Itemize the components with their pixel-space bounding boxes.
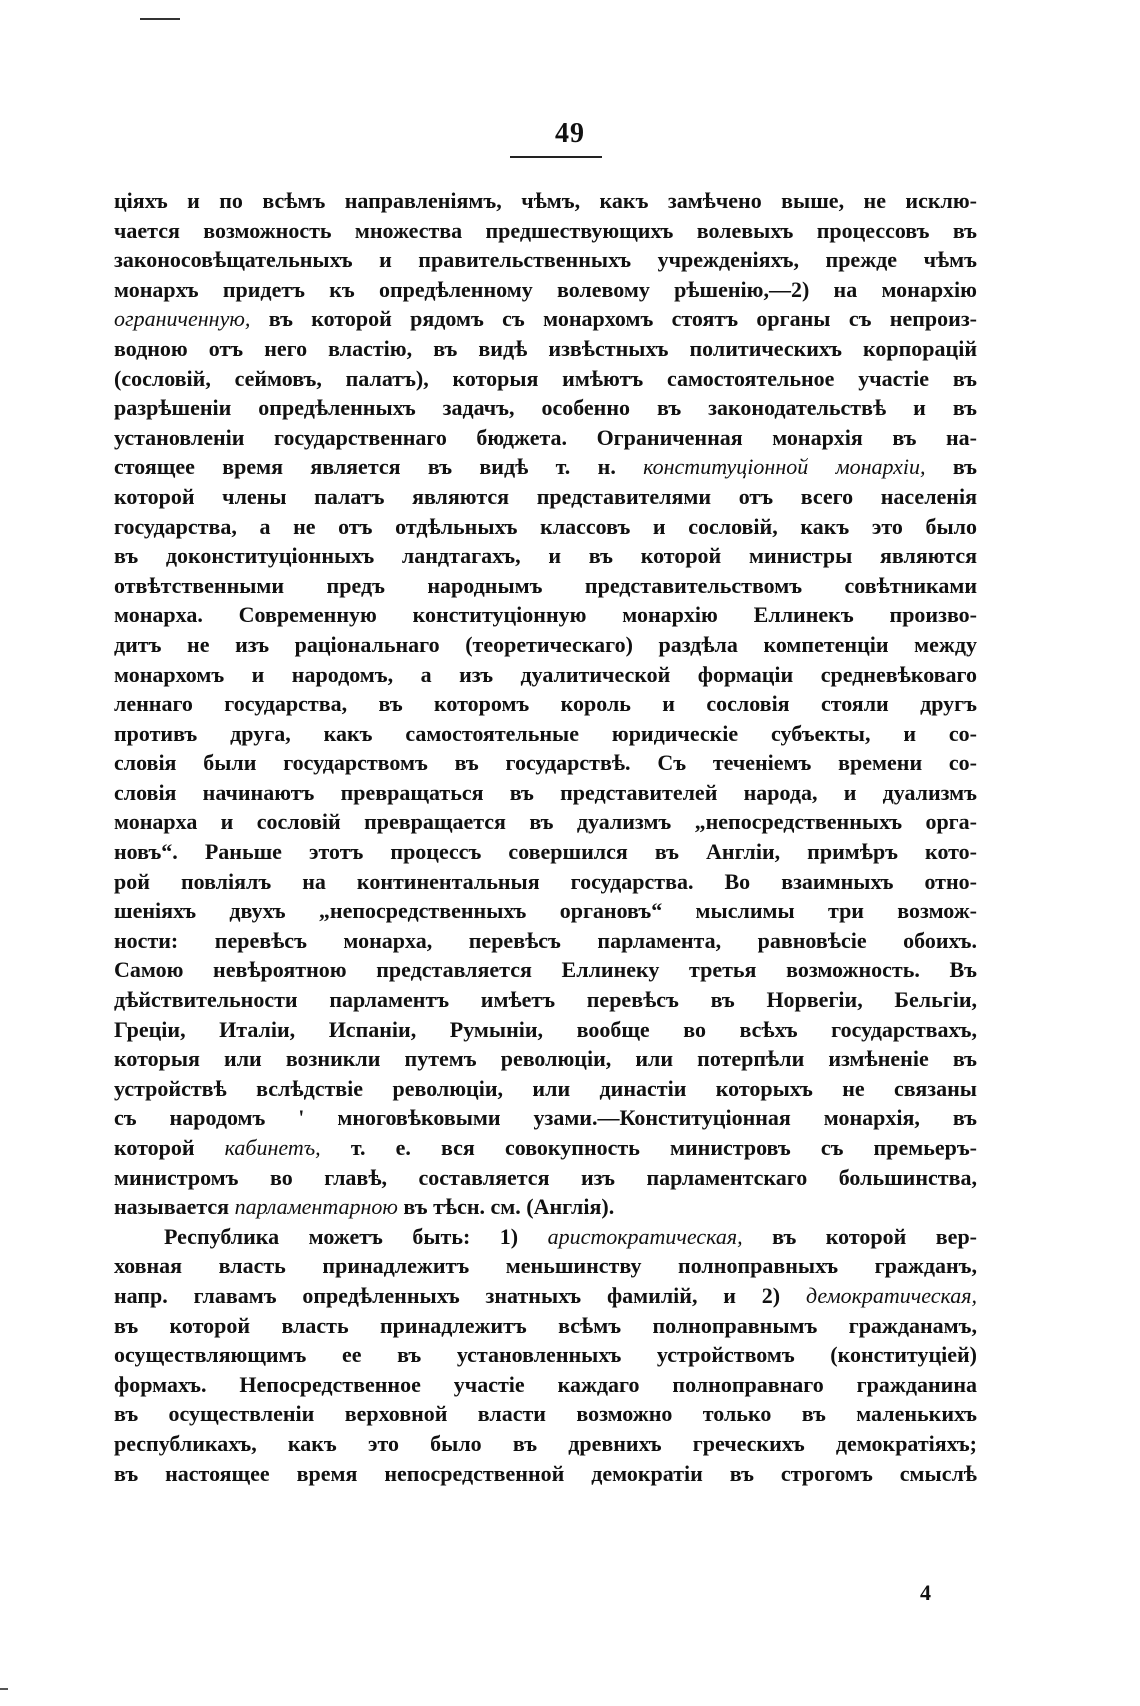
edge-mark — [0, 1688, 8, 1690]
text-line: разрѣшеніи опредѣленныхъ задачъ, особенно въ законодательствѣ и въ — [114, 395, 977, 421]
text-line: напр. главамъ опредѣленныхъ знатныхъ фамилій, и 2) демократическая, — [114, 1282, 977, 1308]
text-line: въ настоящее время непосредственной демократіи въ строгомъ смыслѣ — [114, 1460, 977, 1486]
text-line: (сословій, сеймовъ, палатъ), которыя имѣютъ самостоятельное участіе въ — [114, 365, 977, 391]
text-line: рой повліялъ на континентальныя государства. Во взаимныхъ отно- — [114, 868, 977, 894]
text-line: стоящее время является въ видѣ т. н. конституціонной монархіи, въ — [114, 454, 977, 480]
text-line: осуществляющимъ ее въ установленныхъ устройствомъ (конституціей) — [114, 1342, 977, 1368]
page-number: 49 — [555, 118, 585, 149]
text-line: ціяхъ и по всѣмъ направленіямъ, чѣмъ, какъ замѣчено выше, не исклю- — [114, 188, 977, 213]
text-line: дитъ не изъ раціональнаго (теоретическаго) раздѣла компетенціи между — [114, 631, 977, 657]
text-line: въ доконституціонныхъ ландтагахъ, и въ которой министры являются — [114, 543, 977, 569]
text-line: ховная власть принадлежитъ меньшинству полноправныхъ гражданъ, — [114, 1253, 977, 1279]
text-line: дѣйствительности парламентъ имѣетъ перевѣсъ въ Норвегіи, Бельгіи, — [114, 987, 977, 1013]
text-line: леннаго государства, въ которомъ король и сословія стояли другъ — [114, 691, 977, 717]
text-line: противъ друга, какъ самостоятельные юридическіе субъекты, и со- — [114, 720, 977, 746]
text-line: водною отъ него властію, въ видѣ извѣстныхъ политическихъ корпорацій — [114, 335, 977, 361]
text-line: установленіи государственнаго бюджета. Ограниченная монархія въ на- — [114, 424, 977, 450]
text-line: формахъ. Непосредственное участіе каждаго полноправнаго гражданина — [114, 1371, 977, 1397]
text-line: которой члены палатъ являются представителями отъ всего населенія — [114, 483, 977, 509]
text-line: въ которой власть принадлежитъ всѣмъ полноправнымъ гражданамъ, — [114, 1312, 977, 1338]
text-line: шеніяхъ двухъ „непосредственныхъ органовъ“ мыслимы три возмож- — [114, 898, 977, 924]
text-line: устройствѣ вслѣдствіе революціи, или династіи которыхъ не связаны — [114, 1075, 977, 1101]
text-line: монархъ придетъ къ опредѣленному волевому рѣшенію,—2) на монархію — [114, 276, 977, 302]
text-line: отвѣтственными предъ народнымъ представительствомъ совѣтниками — [114, 572, 977, 598]
italic-term: конституціонной монархіи, — [643, 454, 926, 480]
italic-term: кабинетъ, — [224, 1135, 321, 1160]
italic-term: демократическая, — [805, 1282, 977, 1308]
italic-term: ограниченную, — [114, 306, 251, 332]
text-line: министромъ во главѣ, составляется изъ парламентскаго большинства, — [114, 1164, 977, 1190]
top-edge-rule — [140, 18, 180, 20]
page-number-rule — [510, 156, 602, 158]
body-text — [114, 186, 977, 1488]
text-line: словія начинаютъ превращаться въ представителей народа, и дуализмъ — [114, 779, 977, 805]
text-line: монарха и сословій превращается въ дуализмъ „непосредственныхъ орга- — [114, 809, 977, 835]
text-line: законосовѣщательныхъ и правительственныхъ учрежденіяхъ, прежде чѣмъ — [114, 247, 977, 273]
text-line: въ осуществленіи верховной власти возможно только въ маленькихъ — [114, 1401, 977, 1427]
text-line: которой кабинетъ, т. е. вся совокупность министровъ съ премьеръ- — [114, 1135, 977, 1160]
italic-term: парламентарною — [234, 1194, 398, 1220]
text-line: ограниченную, въ которой рядомъ съ монархомъ стоятъ органы съ непроиз- — [114, 306, 977, 332]
sheet-signature-mark: 4 — [920, 1580, 931, 1605]
text-line: Греціи, Италіи, Испаніи, Румыніи, вообще во всѣхъ государствахъ, — [114, 1016, 977, 1042]
text-line: называется парламентарною въ тѣсн. см. (Англія). — [114, 1194, 615, 1220]
text-line: новъ“. Раньше этотъ процессъ совершился въ Англіи, примѣръ кото- — [114, 839, 977, 865]
text-line: Самою невѣроятною представляется Еллинеку третья возможность. Въ — [114, 957, 977, 983]
text-line: которыя или возникли путемъ революціи, или потерпѣли измѣненіе въ — [114, 1046, 977, 1072]
text-line: ности: перевѣсъ монарха, перевѣсъ парламента, равновѣсіе обоихъ. — [114, 927, 977, 953]
italic-term: аристократическая, — [547, 1223, 743, 1249]
text-line: республикахъ, какъ это было въ древнихъ греческихъ демократіяхъ; — [114, 1430, 977, 1456]
text-line: чается возможность множества предшествующихъ волевыхъ процессовъ въ — [114, 217, 977, 243]
text-line: монархомъ и народомъ, а изъ дуалитической формаціи средневѣковаго — [114, 661, 977, 687]
text-line: съ народомъ ' многовѣковыми узами.—Конституціонная монархія, въ — [114, 1105, 977, 1131]
text-line: словія были государствомъ въ государствѣ. Съ теченіемъ времени со- — [114, 750, 977, 776]
text-line: монарха. Современную конституціонную монархію Еллинекъ произво- — [114, 602, 977, 628]
paragraph-start-line: Республика можетъ быть: 1) аристократическая, въ которой вер- — [164, 1223, 977, 1249]
text-line: государства, а не отъ отдѣльныхъ классовъ и сословій, какъ это было — [114, 513, 977, 539]
